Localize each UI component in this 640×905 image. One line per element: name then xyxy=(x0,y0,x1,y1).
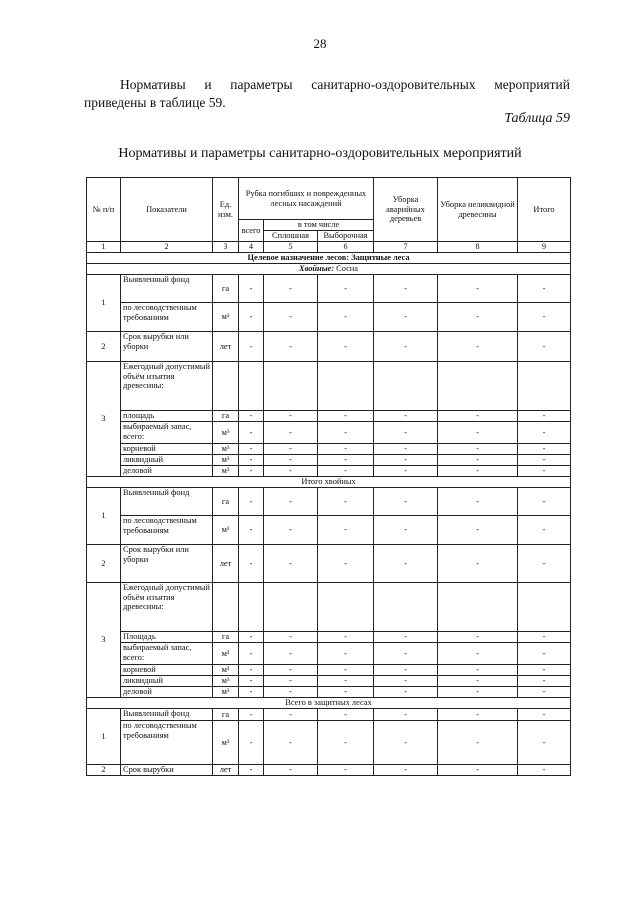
value-cell: - xyxy=(518,303,571,332)
value-cell: - xyxy=(318,275,374,303)
header-unit: Ед. изм. xyxy=(213,178,239,242)
row-label: по лесоводственным требованиям xyxy=(121,303,213,332)
value-cell: - xyxy=(374,444,438,455)
value-cell: - xyxy=(239,488,264,516)
section-protective-total: Всего в защитных лесах xyxy=(87,698,571,709)
value-cell: - xyxy=(374,765,438,776)
value-cell: - xyxy=(318,516,374,545)
species-label: Хвойные: xyxy=(298,264,335,274)
value-cell: - xyxy=(518,765,571,776)
value-cell: - xyxy=(438,676,518,687)
value-cell: - xyxy=(318,676,374,687)
value-cell: - xyxy=(264,721,318,765)
row-number: 2 xyxy=(87,765,121,776)
value-cell: - xyxy=(264,687,318,698)
value-cell: - xyxy=(264,455,318,466)
col-number: 7 xyxy=(374,242,438,253)
value-cell: - xyxy=(239,275,264,303)
value-cell: - xyxy=(518,455,571,466)
page-number: 28 xyxy=(313,36,327,51)
value-cell: - xyxy=(318,455,374,466)
row-number: 1 xyxy=(87,709,121,765)
header-indicator: Показатели xyxy=(121,178,213,242)
unit-cell: м³ xyxy=(213,303,239,332)
value-cell: - xyxy=(239,632,264,643)
value-cell: - xyxy=(518,687,571,698)
value-cell: - xyxy=(374,545,438,583)
header-cut-group: Рубка погибших и поврежденных лесных насаждений xyxy=(239,178,374,220)
value-cell: - xyxy=(239,332,264,362)
value-cell: - xyxy=(318,466,374,477)
value-cell: - xyxy=(239,687,264,698)
value-cell: - xyxy=(264,422,318,444)
unit-cell: м³ xyxy=(213,444,239,455)
value-cell: - xyxy=(264,411,318,422)
value-cell: - xyxy=(518,466,571,477)
value-cell: - xyxy=(374,687,438,698)
value-cell: - xyxy=(374,455,438,466)
value-cell: - xyxy=(318,545,374,583)
value-cell: - xyxy=(374,466,438,477)
value-cell: - xyxy=(374,643,438,665)
value-cell: - xyxy=(239,455,264,466)
value-cell: - xyxy=(374,709,438,721)
col-number: 3 xyxy=(213,242,239,253)
value-cell: - xyxy=(318,709,374,721)
section-purpose: Целевое назначение лесов: Защитные леса xyxy=(87,253,571,264)
value-cell: - xyxy=(239,545,264,583)
value-cell: - xyxy=(318,687,374,698)
value-cell: - xyxy=(264,676,318,687)
value-cell: - xyxy=(518,422,571,444)
unit-cell: м³ xyxy=(213,721,239,765)
value-cell: - xyxy=(518,709,571,721)
col-number: 9 xyxy=(518,242,571,253)
row-label: по лесоводственным требованиям xyxy=(121,721,213,765)
value-cell: - xyxy=(374,411,438,422)
value-cell: - xyxy=(518,721,571,765)
value-cell: - xyxy=(239,303,264,332)
value-cell: - xyxy=(264,275,318,303)
value-cell: - xyxy=(264,444,318,455)
header-emergency: Уборка аварийных деревьев xyxy=(374,178,438,242)
col-number: 8 xyxy=(438,242,518,253)
value-cell: - xyxy=(374,422,438,444)
value-cell: - xyxy=(318,411,374,422)
unit-cell: га xyxy=(213,275,239,303)
unit-cell: лет xyxy=(213,545,239,583)
header-selective: Выборочная xyxy=(318,231,374,242)
value-cell: - xyxy=(264,466,318,477)
header-total: Итого xyxy=(518,178,571,242)
row-label: выбираемый запас, всего: xyxy=(121,643,213,665)
unit-cell: м³ xyxy=(213,676,239,687)
unit-cell: га xyxy=(213,488,239,516)
value-cell: - xyxy=(318,665,374,676)
unit-cell: га xyxy=(213,411,239,422)
unit-cell: м³ xyxy=(213,643,239,665)
value-cell: - xyxy=(318,422,374,444)
row-label: Срок вырубки или уборки xyxy=(121,332,213,362)
unit-cell: м³ xyxy=(213,422,239,444)
row-label: площадь xyxy=(121,411,213,422)
row-label: выбираемый запас, всего: xyxy=(121,422,213,444)
value-cell: - xyxy=(318,444,374,455)
value-cell: - xyxy=(264,545,318,583)
header-incl: в том числе xyxy=(264,220,374,231)
value-cell: - xyxy=(239,643,264,665)
value-cell: - xyxy=(374,488,438,516)
header-clear: Сплошная xyxy=(264,231,318,242)
column-numbers-row xyxy=(87,242,571,253)
value-cell: - xyxy=(518,545,571,583)
value-cell: - xyxy=(239,709,264,721)
species-name: Сосна xyxy=(336,264,359,274)
value-cell: - xyxy=(438,643,518,665)
value-cell: - xyxy=(438,422,518,444)
row-label: Площадь xyxy=(121,632,213,643)
row-number: 2 xyxy=(87,545,121,583)
value-cell: - xyxy=(318,721,374,765)
value-cell: - xyxy=(318,488,374,516)
row-label: Ежегодный допустимый объём изъятия древесины: xyxy=(121,583,213,632)
table-label: Таблица 59 xyxy=(504,111,570,126)
unit-cell: м³ xyxy=(213,516,239,545)
value-cell: - xyxy=(318,332,374,362)
value-cell: - xyxy=(518,632,571,643)
value-cell: - xyxy=(518,332,571,362)
header-total-all: всего xyxy=(239,220,264,242)
row-label: деловой xyxy=(121,466,213,477)
value-cell: - xyxy=(438,275,518,303)
unit-cell: м³ xyxy=(213,687,239,698)
unit-cell: м³ xyxy=(213,466,239,477)
unit-cell: м³ xyxy=(213,455,239,466)
row-label: корневой xyxy=(121,665,213,676)
row-label: Ежегодный допустимый объём изъятия древесины: xyxy=(121,362,213,411)
value-cell: - xyxy=(438,687,518,698)
value-cell: - xyxy=(318,303,374,332)
row-number: 1 xyxy=(87,275,121,332)
value-cell: - xyxy=(239,765,264,776)
value-cell: - xyxy=(318,765,374,776)
value-cell: - xyxy=(374,332,438,362)
value-cell: - xyxy=(239,665,264,676)
value-cell: - xyxy=(264,643,318,665)
row-label: Выявленный фонд xyxy=(121,488,213,516)
value-cell: - xyxy=(518,676,571,687)
value-cell: - xyxy=(438,303,518,332)
intro-paragraph: Нормативы и параметры санитарно-оздоровительных мероприятий приведены в таблице 59. xyxy=(84,77,570,110)
section-conifer-total: Итого хвойных xyxy=(87,477,571,488)
value-cell: - xyxy=(374,275,438,303)
row-label: Выявленный фонд xyxy=(121,709,213,721)
unit-cell: лет xyxy=(213,332,239,362)
value-cell: - xyxy=(438,545,518,583)
row-label: корневой xyxy=(121,444,213,455)
value-cell: - xyxy=(438,709,518,721)
value-cell: - xyxy=(438,516,518,545)
value-cell: - xyxy=(239,466,264,477)
row-number: 3 xyxy=(87,362,121,477)
col-number: 1 xyxy=(87,242,121,253)
row-label: по лесоводственным требованиям xyxy=(121,516,213,545)
value-cell: - xyxy=(374,721,438,765)
row-label: ликвидный xyxy=(121,676,213,687)
norms-table xyxy=(86,177,571,776)
value-cell: - xyxy=(239,721,264,765)
value-cell: - xyxy=(374,516,438,545)
value-cell: - xyxy=(438,665,518,676)
value-cell: - xyxy=(239,411,264,422)
row-label: Срок вырубки xyxy=(121,765,213,776)
value-cell: - xyxy=(518,275,571,303)
value-cell: - xyxy=(264,303,318,332)
value-cell: - xyxy=(374,676,438,687)
value-cell: - xyxy=(318,632,374,643)
table-title: Нормативы и параметры санитарно-оздоровительных мероприятий xyxy=(118,146,522,161)
col-number: 6 xyxy=(318,242,374,253)
value-cell: - xyxy=(438,721,518,765)
col-number: 4 xyxy=(239,242,264,253)
value-cell: - xyxy=(264,332,318,362)
col-number: 2 xyxy=(121,242,213,253)
value-cell: - xyxy=(239,444,264,455)
value-cell: - xyxy=(374,303,438,332)
value-cell: - xyxy=(374,665,438,676)
value-cell: - xyxy=(518,444,571,455)
row-label: Срок вырубки или уборки xyxy=(121,545,213,583)
value-cell: - xyxy=(518,643,571,665)
header-num: № п/п xyxy=(87,178,121,242)
value-cell: - xyxy=(318,643,374,665)
value-cell: - xyxy=(264,632,318,643)
value-cell: - xyxy=(264,709,318,721)
value-cell: - xyxy=(438,411,518,422)
value-cell: - xyxy=(438,632,518,643)
value-cell: - xyxy=(264,665,318,676)
value-cell: - xyxy=(264,765,318,776)
value-cell: - xyxy=(518,516,571,545)
unit-cell: м³ xyxy=(213,665,239,676)
unit-cell: га xyxy=(213,709,239,721)
value-cell: - xyxy=(374,632,438,643)
row-label: Выявленный фонд xyxy=(121,275,213,303)
value-cell: - xyxy=(438,444,518,455)
unit-cell: лет xyxy=(213,765,239,776)
value-cell: - xyxy=(438,765,518,776)
row-label: деловой xyxy=(121,687,213,698)
value-cell: - xyxy=(239,676,264,687)
value-cell: - xyxy=(438,455,518,466)
value-cell: - xyxy=(518,488,571,516)
row-number: 3 xyxy=(87,583,121,698)
header-nonliquid: Уборка неликвидной древесины xyxy=(438,178,518,242)
value-cell: - xyxy=(239,516,264,545)
section-species xyxy=(87,264,571,275)
value-cell: - xyxy=(438,332,518,362)
value-cell: - xyxy=(438,466,518,477)
value-cell: - xyxy=(518,665,571,676)
value-cell: - xyxy=(264,516,318,545)
col-number: 5 xyxy=(264,242,318,253)
row-number: 2 xyxy=(87,332,121,362)
unit-cell: га xyxy=(213,632,239,643)
value-cell: - xyxy=(239,422,264,444)
row-label: ликвидный xyxy=(121,455,213,466)
value-cell: - xyxy=(264,488,318,516)
value-cell: - xyxy=(438,488,518,516)
row-number: 1 xyxy=(87,488,121,545)
value-cell: - xyxy=(518,411,571,422)
